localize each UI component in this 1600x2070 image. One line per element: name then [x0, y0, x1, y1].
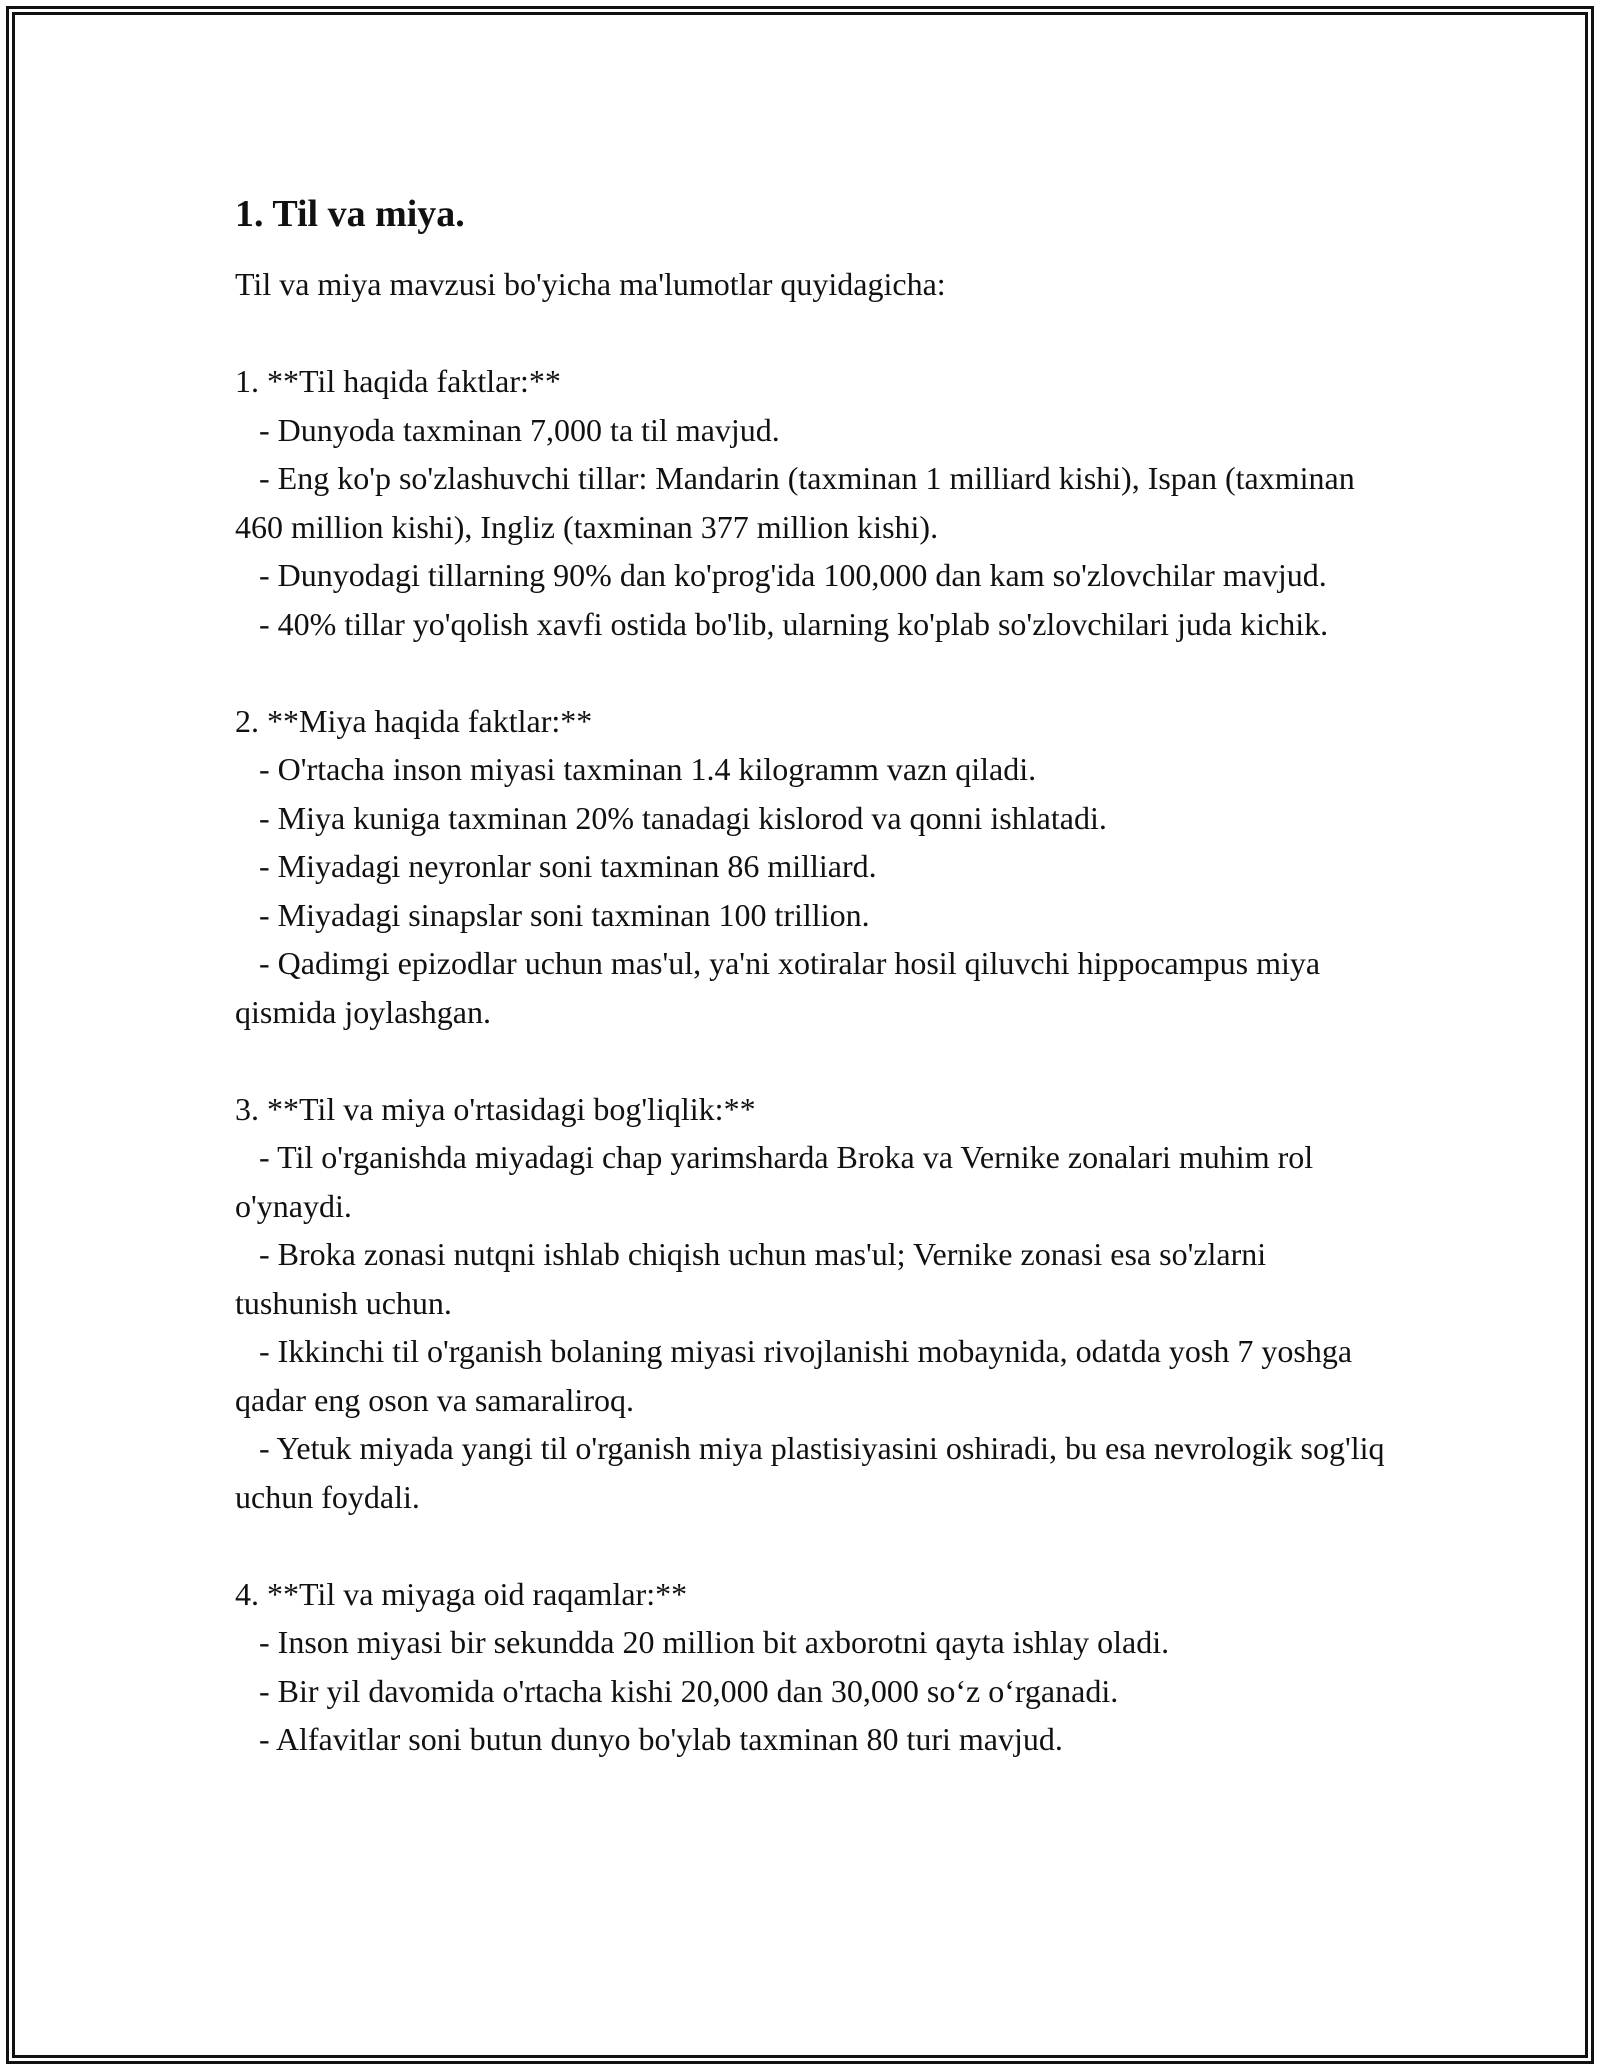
section-language-brain-connection [235, 1085, 1395, 1522]
list-item: - Yetuk miyada yangi til o'rganish miya plastisiyasini oshiradi, bu esa nevrologik sog'liq uchun foydali. [235, 1430, 1393, 1515]
section-facts-about-language [235, 357, 1395, 648]
section-numbers [235, 1570, 1395, 1764]
intro-paragraph: Til va miya mavzusi bo'yicha ma'lumotlar quyidagicha: [235, 266, 946, 302]
document-heading: 1. Til va miya. [235, 193, 465, 235]
section-title: 3. **Til va miya o'rtasidagi bog'liqlik:** [235, 1090, 756, 1127]
list-item: - Eng ko'p so'zlashuvchi tillar: Mandarin (taxminan 1 milliard kishi), Ispan (taxminan 460 million kishi), Ingliz (taxminan 377 million kishi). [235, 460, 1363, 545]
section-title: 2. **Miya haqida faktlar:** [235, 702, 593, 739]
list-item: - Broka zonasi nutqni ishlab chiqish uchun mas'ul; Vernike zonasi esa so'zlarni tushunish uchun. [235, 1236, 1275, 1321]
list-item: - Alfavitlar soni butun dunyo bo'ylab taxminan 80 turi mavjud. [235, 1721, 1063, 1757]
list-item: - Qadimgi epizodlar uchun mas'ul, ya'ni xotiralar hosil qiluvchi hippocampus miya qismida joylashgan. [235, 945, 1329, 1030]
spacer [235, 1521, 1395, 1570]
list-item: - Miya kuniga taxminan 20% tanadagi kislorod va qonni ishlatadi. [235, 799, 1107, 836]
list-item: - Til o'rganishda miyadagi chap yarimsharda Broka va Vernike zonalari muhim rol o'ynaydi. [235, 1139, 1322, 1224]
list-item: - O'rtacha inson miyasi taxminan 1.4 kilogramm vazn qiladi. [235, 751, 1037, 787]
list-item: - Inson miyasi bir sekundda 20 million bit axborotni qayta ishlay oladi. [235, 1624, 1170, 1660]
section-title: 4. **Til va miyaga oid raqamlar:** [235, 1575, 688, 1612]
list-item: - Dunyoda taxminan 7,000 ta til mavjud. [235, 411, 780, 448]
spacer [235, 309, 1395, 358]
list-item: - Dunyodagi tillarning 90% dan ko'prog'ida 100,000 dan kam so'zlovchilar mavjud. [235, 557, 1327, 593]
spacer [235, 1036, 1395, 1085]
section-title: 1. **Til haqida faktlar:** [235, 363, 561, 399]
list-item: - Miyadagi sinapslar soni taxminan 100 trillion. [235, 896, 870, 933]
spacer [235, 648, 1395, 697]
list-item: - Ikkinchi til o'rganish bolaning miyasi rivojlanishi mobaynida, odatda yosh 7 yoshga qadar eng oson va samaraliroq. [235, 1333, 1361, 1418]
list-item: - 40% tillar yo'qolish xavfi ostida bo'lib, ularning ko'plab so'zlovchilari juda kichik. [235, 605, 1329, 642]
section-facts-about-brain [235, 697, 1395, 1037]
document-body [235, 188, 1395, 1764]
list-item: - Bir yil davomida o'rtacha kishi 20,000 dan 30,000 so‘z o‘rganadi. [235, 1672, 1119, 1709]
list-item: - Miyadagi neyronlar soni taxminan 86 milliard. [235, 848, 877, 884]
